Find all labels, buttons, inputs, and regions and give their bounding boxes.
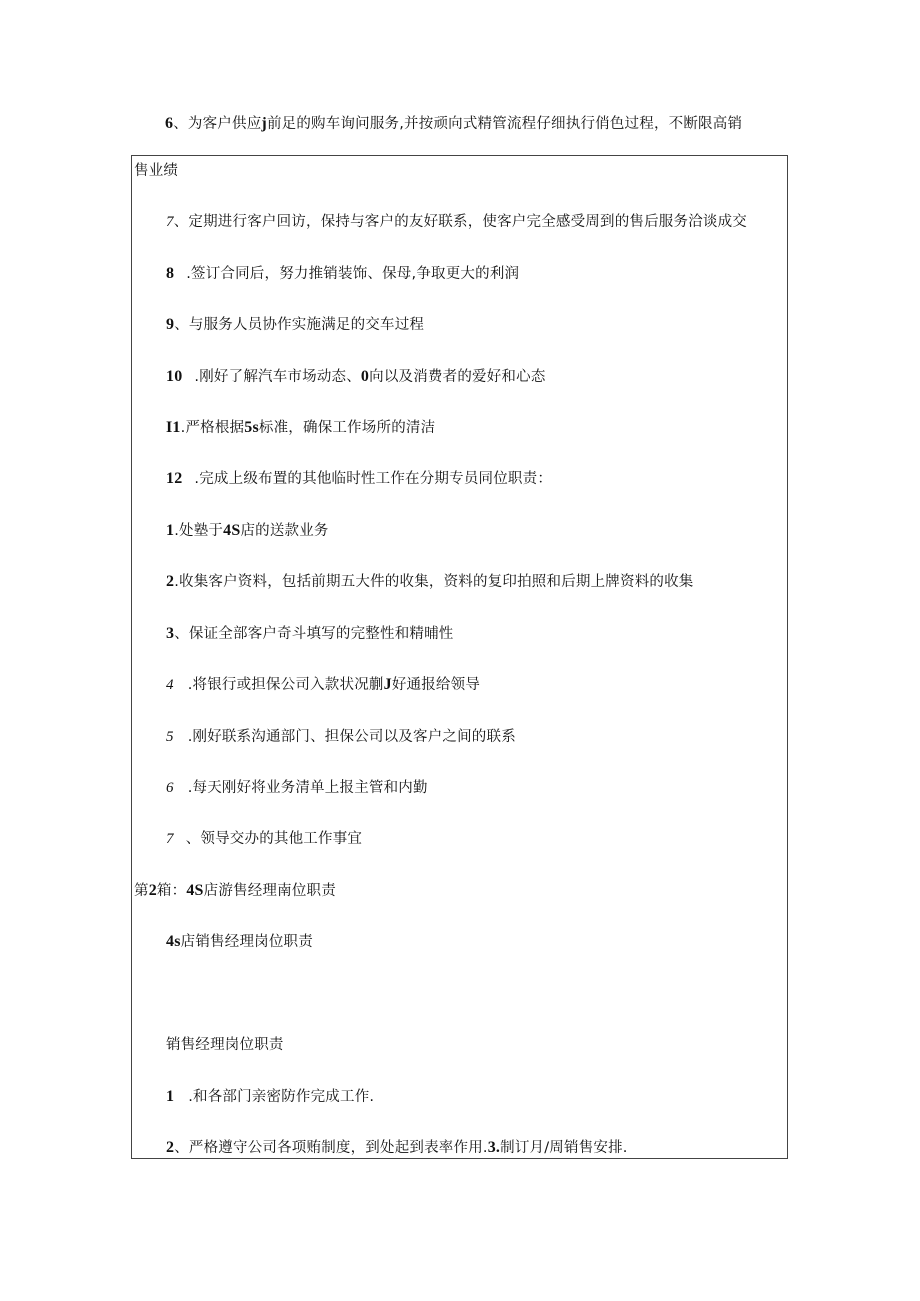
heading-text-2: 箱： (156, 883, 187, 899)
heading-bold-2: 4S (186, 882, 204, 899)
item-text: 、严格遵守公司各项贿制度，到处起到表率作用. (174, 1140, 488, 1156)
item-text: 、与服务人员协作实施满足的交车过程 (174, 317, 425, 333)
item-text: .严格根据 (180, 420, 245, 436)
item-text-bold: 5s (244, 419, 259, 436)
item-number: 2 (166, 573, 175, 590)
manager-duty-2 (166, 1138, 628, 1158)
item-number: 10 (166, 368, 183, 385)
content-frame (131, 155, 788, 1159)
duty-item-7 (166, 212, 747, 232)
item-text: .和各部门亲密防作完成工作. (188, 1089, 375, 1105)
duty-item-10 (166, 367, 546, 387)
item-text: .每天刚好将业务清单上报主管和内勤 (187, 780, 428, 796)
item-text: .完成上级布置的其他临时性工作在分期专员同位职责： (194, 471, 553, 487)
item-text-cont: 向以及消费者的爱好和心态 (369, 369, 546, 385)
item-text-cont: 好通报给领导 (391, 677, 481, 693)
installment-duty-5 (166, 727, 516, 747)
item-number: 8 (166, 265, 175, 282)
item-number: 4 (166, 677, 174, 693)
item-text: 、领导交办的其他工作事宜 (185, 831, 363, 847)
item-number: I1 (166, 419, 181, 436)
installment-duty-3 (166, 624, 454, 644)
subtitle-text: 销售经理岗位职责 (166, 1037, 284, 1053)
title-text: 店销售经理岗位职责 (180, 934, 313, 950)
item-number: 7 (166, 831, 174, 847)
item-number: 5 (166, 729, 174, 745)
installment-duty-2 (166, 572, 694, 592)
heading-text-3: 店游售经理南位职责 (203, 883, 336, 899)
item-number: 9 (166, 316, 175, 333)
duty-item-9 (166, 315, 424, 335)
item-text-bold: 4S (223, 522, 241, 539)
item-text: .收集客户资料，包括前期五大件的收集，资料的复印拍照和后期上牌资料的收集 (174, 574, 694, 590)
item-number: 6 (166, 780, 174, 796)
document-title (166, 932, 313, 952)
item-text-cont: 标准，确保工作场所的清洁 (258, 420, 436, 436)
item-number: 7 (166, 214, 174, 230)
item-text-bold: J (383, 676, 392, 693)
heading-text: 第 (134, 883, 149, 899)
item-text-bold: 3. (487, 1139, 501, 1156)
heading-number: 2 (148, 882, 157, 899)
item-text: 售业绩 (134, 163, 179, 179)
item-text-cont: 前足的购车询问服务,并按顽向式精管流程仔细执行俏色过程，不断限高销 (266, 116, 743, 132)
installment-duty-1 (166, 521, 329, 541)
item-text: 、定期进行客户回访，保持与客户的友好联系，使客户完全感受周到的售后服务洽谈成交 (173, 214, 747, 230)
item-number: 1 (166, 522, 175, 539)
duty-item-6-continued (134, 161, 178, 181)
item-text-cont: 制订月/周销售安排. (500, 1140, 628, 1156)
item-text: 、为客户供应 (173, 116, 262, 132)
item-text-bold: 0 (360, 368, 370, 385)
item-text: .签订合同后，努力推销装饰、保母,争取更大的利润 (186, 266, 520, 282)
duty-item-11 (166, 418, 435, 438)
item-text: .刚好了解汽车市场动态、 (194, 369, 361, 385)
item-number: 6 (165, 115, 174, 132)
item-number: 3 (166, 625, 175, 642)
item-text-cont: 店的送款业务 (240, 523, 329, 539)
item-number: 1 (166, 1088, 175, 1105)
item-text: 、保证全部客户奇斗填写的完整性和精晡性 (174, 626, 454, 642)
duty-item-6 (165, 114, 742, 134)
item-text: .处塾于 (174, 523, 224, 539)
section-heading (134, 881, 336, 901)
item-text: .将银行或担保公司入款状况蒯 (187, 677, 384, 693)
item-text: .刚好联系沟通部门、担保公司以及客户之间的联系 (187, 729, 516, 745)
manager-duty-1 (166, 1087, 374, 1107)
item-text-bold: j (261, 115, 267, 132)
duty-item-8 (166, 264, 519, 284)
title-bold: 4s (166, 933, 181, 950)
subtitle (166, 1035, 284, 1055)
installment-duty-4 (166, 675, 480, 695)
item-number: 12 (166, 470, 183, 487)
installment-duty-7 (166, 829, 362, 849)
duty-item-12 (166, 469, 552, 489)
installment-duty-6 (166, 778, 428, 798)
item-number: 2 (166, 1139, 175, 1156)
